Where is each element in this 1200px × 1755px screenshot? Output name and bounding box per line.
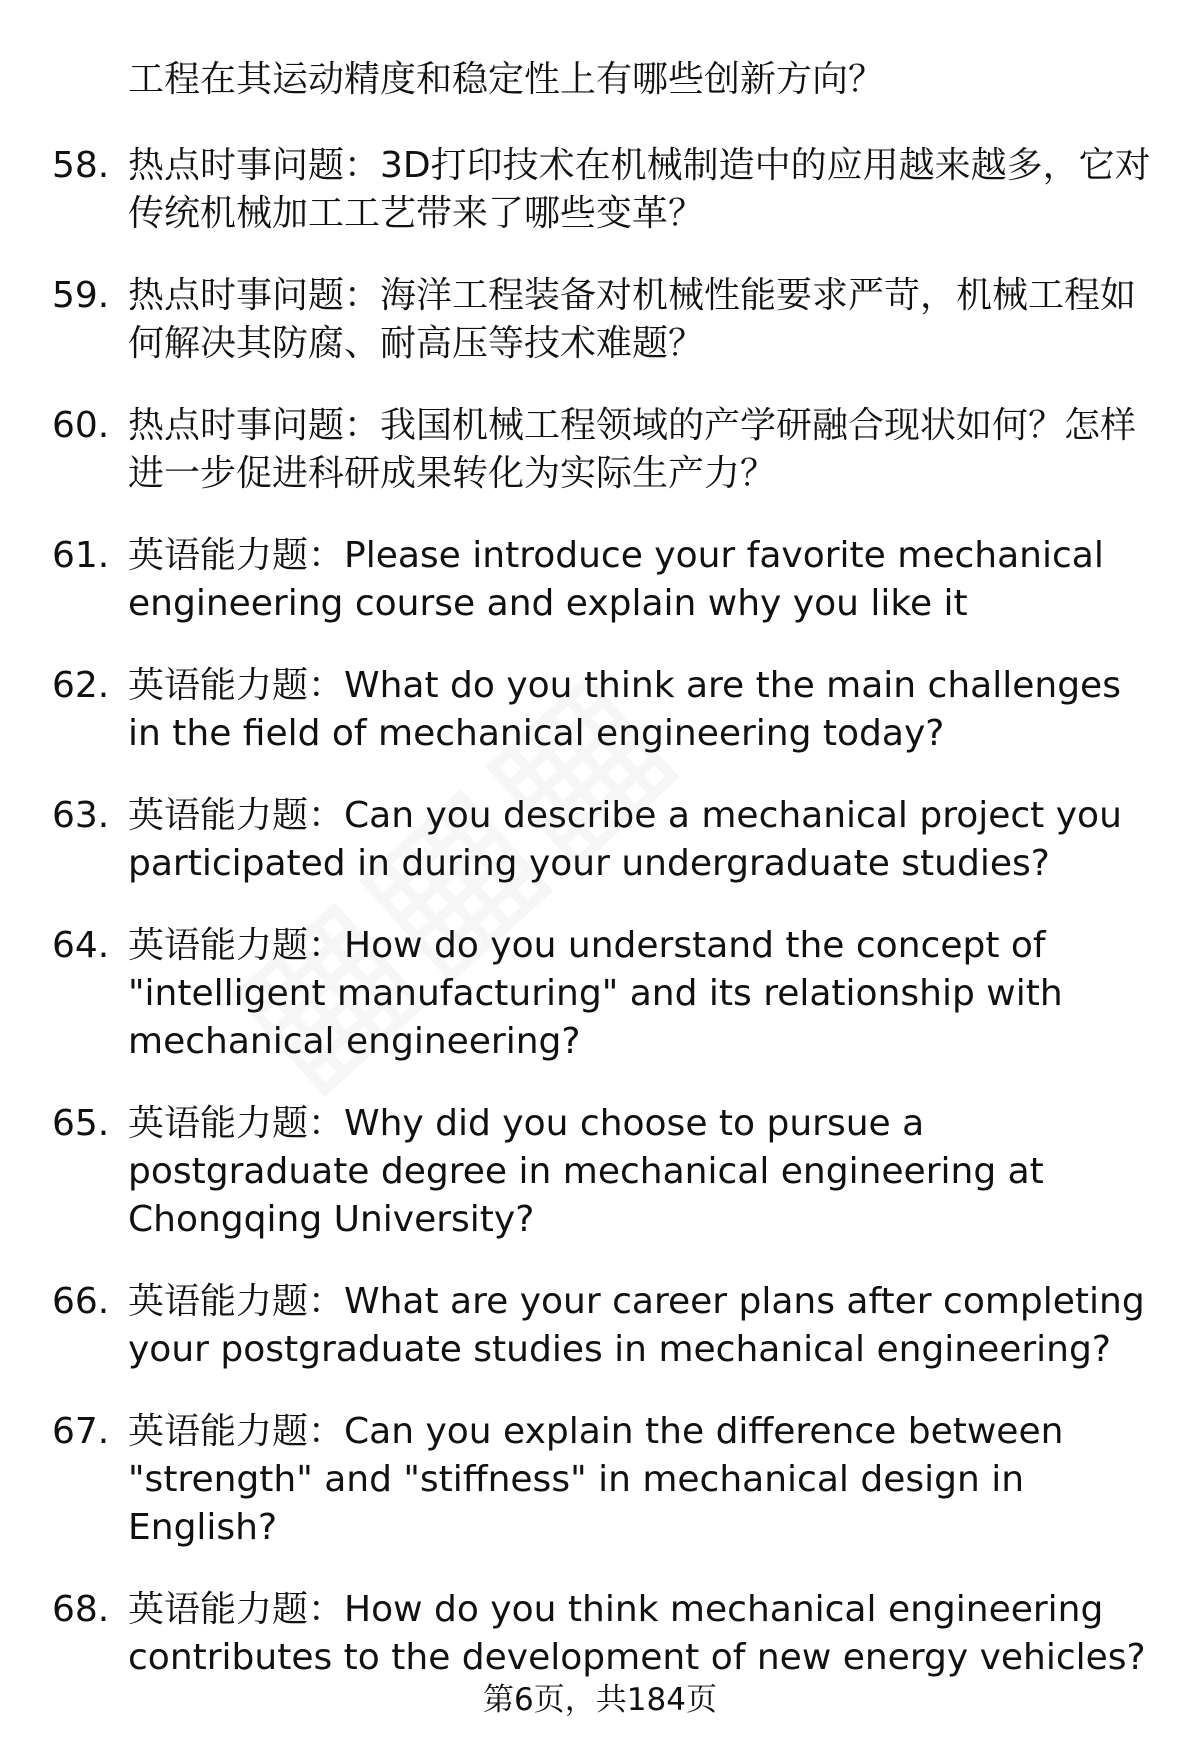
question-number: 65. <box>52 1103 110 1144</box>
question-text: 热点时事问题：海洋工程装备对机械性能要求严苛，机械工程如何解决其防腐、耐高压等技术难题？ <box>128 275 1137 364</box>
question-number: 59. <box>52 275 110 316</box>
question-text: 英语能力题：Please introduce your favorite mechanical engineering course and explain why you like it <box>128 535 1104 624</box>
question-text: 热点时事问题：3D打印技术在机械制造中的应用越来越多，它对传统机械加工工艺带来了哪些变革？ <box>128 145 1151 234</box>
question-number: 63. <box>52 795 110 836</box>
question-item-66 <box>52 1278 1162 1374</box>
question-number: 64. <box>52 925 110 966</box>
question-list <box>52 142 1162 1716</box>
question-text: 热点时事问题：我国机械工程领域的产学研融合现状如何？怎样进一步促进科研成果转化为实际生产力？ <box>128 405 1137 494</box>
question-item-59 <box>52 272 1162 368</box>
question-number: 61. <box>52 535 110 576</box>
question-text: 英语能力题：Why did you choose to pursue a postgraduate degree in mechanical engineering at Chongqing University? <box>128 1103 1044 1240</box>
question-item-64 <box>52 922 1162 1066</box>
question-number: 58. <box>52 145 110 186</box>
question-number: 62. <box>52 665 110 706</box>
question-number: 60. <box>52 405 110 446</box>
question-item-68 <box>52 1586 1162 1682</box>
question-item-60 <box>52 402 1162 498</box>
question-item-58 <box>52 142 1162 238</box>
question-text: 英语能力题：Can you describe a mechanical project you participated in during your undergraduate studies? <box>128 795 1122 884</box>
question-number: 68. <box>52 1589 110 1630</box>
question-text: 英语能力题：How do you think mechanical engineering contributes to the development of new energy vehicles? <box>128 1589 1146 1678</box>
question-text: 英语能力题：What do you think are the main challenges in the field of mechanical engineering today? <box>128 665 1121 754</box>
question-item-65 <box>52 1100 1162 1244</box>
question-item-67 <box>52 1408 1162 1552</box>
question-item-61 <box>52 532 1162 628</box>
continued-question-text: 工程在其运动精度和稳定性上有哪些创新方向？ <box>128 59 885 100</box>
question-item-63 <box>52 792 1162 888</box>
question-number: 66. <box>52 1281 110 1322</box>
question-item-62 <box>52 662 1162 758</box>
question-text: 英语能力题：Can you explain the difference between "strength" and "stiffness" in mechanical design in English? <box>128 1411 1064 1548</box>
question-text: 英语能力题：What are your career plans after completing your postgraduate studies in mechanical engineering? <box>128 1281 1145 1370</box>
page-footer: 第6页，共184页 <box>483 1682 717 1718</box>
question-text: 英语能力题：How do you understand the concept of "intelligent manufacturing" and its relationship with mechanical engineering? <box>128 925 1063 1062</box>
question-number: 67. <box>52 1411 110 1452</box>
